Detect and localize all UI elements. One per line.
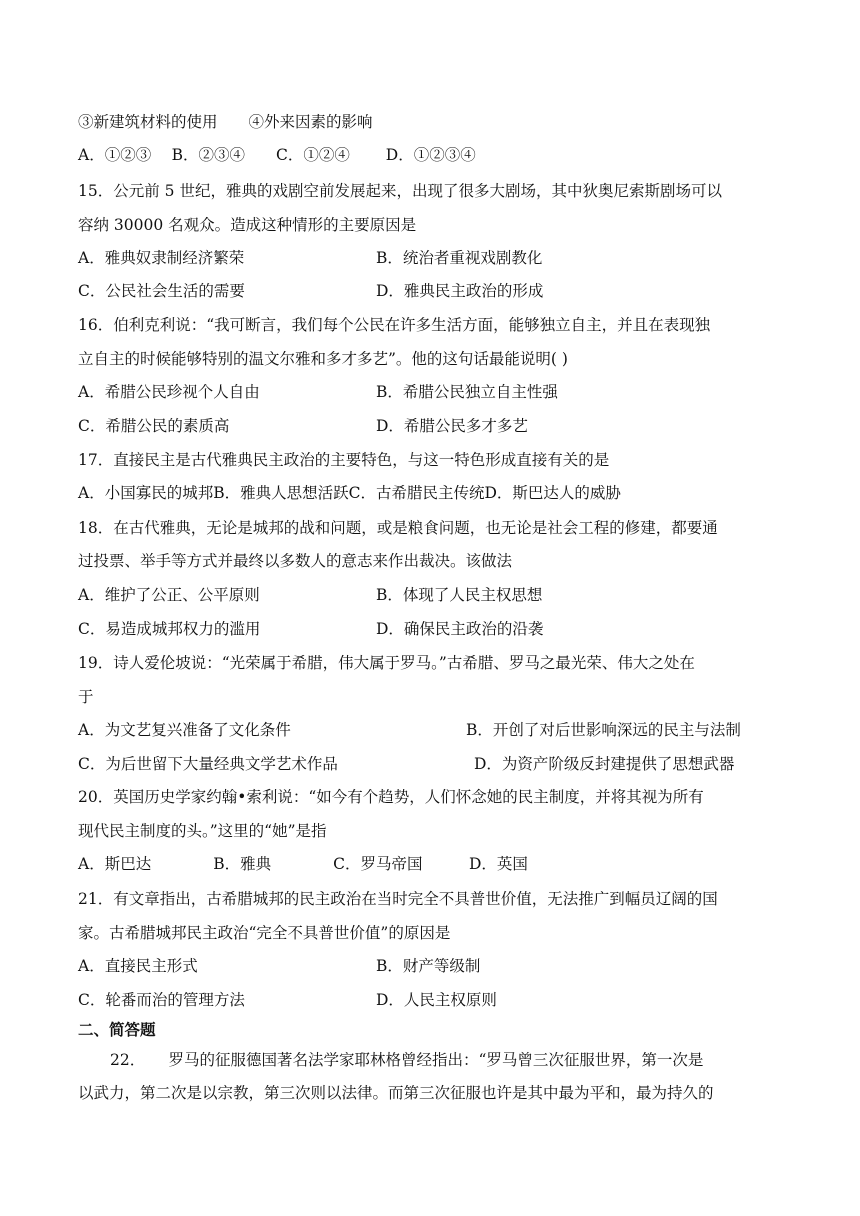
q19-option-b: B．开创了对后世影响深远的民主与法制	[466, 721, 741, 739]
q20-options-line: A．斯巴达 B．雅典 C．罗马帝国 D．英国	[78, 855, 528, 873]
q18-option-c: C．易造成城邦权力的滥用	[78, 620, 261, 638]
q16-option-d: D．希腊公民多才多艺	[376, 417, 528, 435]
q21-stem-line-2: 家。古希腊城邦民主政治“完全不具普世价值”的原因是	[78, 924, 451, 942]
q19-options-row-1	[78, 719, 788, 741]
q18-option-a: A．维护了公正、公平原则	[78, 586, 260, 604]
q22-stem-line-1: 22． 罗马的征服德国著名法学家耶林格曾经指出：“罗马曾三次征服世界，第一次是	[110, 1051, 704, 1069]
q15-option-b: B．统治者重视戏剧教化	[376, 249, 543, 267]
q15-option-c: C．公民社会生活的需要	[78, 282, 245, 300]
q15-options-row-1	[78, 247, 788, 269]
q18-options-row-1	[78, 584, 788, 606]
q21-stem-line-1: 21．有文章指出，古希腊城邦的民主政治在当时完全不具普世价值，无法推广到幅员辽阔的国	[78, 890, 718, 908]
q15-option-d: D．雅典民主政治的形成	[376, 282, 544, 300]
q20-stem-line-2: 现代民主制度的头。”这里的“她”是指	[78, 822, 327, 840]
q21-option-b: B．财产等级制	[376, 957, 481, 975]
q18-option-d: D．确保民主政治的沿袭	[376, 620, 544, 638]
q15-options-row-2	[78, 280, 788, 302]
q21-options-row-1	[78, 955, 788, 977]
q15-option-a: A．雅典奴隶制经济繁荣	[78, 249, 245, 267]
q16-option-a: A．希腊公民珍视个人自由	[78, 383, 260, 401]
q16-options-row-1	[78, 381, 788, 403]
q16-stem-line-1: 16．伯利克利说：“我可断言，我们每个公民在许多生活方面，能够独立自主，并且在表现独	[78, 316, 711, 334]
q14-statement-line: ③新建筑材料的使用 ④外来因素的影响	[78, 113, 373, 131]
q18-option-b: B．体现了人民主权思想	[376, 586, 543, 604]
q16-option-c: C．希腊公民的素质高	[78, 417, 230, 435]
q19-option-c: C．为后世留下大量经典文学艺术作品	[78, 755, 338, 773]
q20-stem-line-1: 20．英国历史学家约翰•索利说：“如今有个趋势，人们怀念她的民主制度，并将其视为所有	[78, 788, 704, 806]
q15-stem-line-1: 15．公元前 5 世纪，雅典的戏剧空前发展起来，出现了很多大剧场，其中狄奥尼索斯剧场可以	[78, 182, 722, 200]
q21-option-c: C．轮番而治的管理方法	[78, 991, 245, 1009]
q18-options-row-2	[78, 618, 788, 640]
q22-stem-line-2: 以武力，第二次是以宗教，第三次则以法律。而第三次征服也许是其中最为平和，最为持久的	[78, 1084, 714, 1102]
q16-option-b: B．希腊公民独立自主性强	[376, 383, 558, 401]
q19-option-d: D．为资产阶级反封建提供了思想武器	[474, 755, 735, 773]
q21-option-a: A．直接民主形式	[78, 957, 198, 975]
q14-options-line: A．①②③ B．②③④ C．①②④ D．①②③④	[78, 146, 476, 164]
q19-option-a: A．为文艺复兴准备了文化条件	[78, 721, 291, 739]
q15-stem-line-2: 容纳 30000 名观众。造成这种情形的主要原因是	[78, 216, 417, 234]
q19-stem-line-1: 19．诗人爱伦坡说：“光荣属于希腊，伟大属于罗马。”古希腊、罗马之最光荣、伟大之处在	[78, 654, 695, 672]
q16-stem-line-2: 立自主的时候能够特别的温文尔雅和多才多艺”。他的这句话最能说明( )	[78, 350, 568, 368]
q21-options-row-2	[78, 989, 788, 1011]
q19-options-row-2	[78, 753, 788, 775]
q17-options-line: A．小国寡民的城邦B．雅典人思想活跃C．古希腊民主传统D．斯巴达人的威胁	[78, 484, 621, 502]
q18-stem-line-2: 过投票、举手等方式并最终以多数人的意志来作出裁决。该做法	[78, 552, 513, 570]
q16-options-row-2	[78, 415, 788, 437]
q18-stem-line-1: 18．在古代雅典，无论是城邦的战和问题，或是粮食问题，也无论是社会工程的修建，都要通	[78, 519, 718, 537]
q21-option-d: D．人民主权原则	[376, 991, 497, 1009]
q17-stem-line: 17．直接民主是古代雅典民主政治的主要特色，与这一特色形成直接有关的是	[78, 451, 610, 469]
section-heading-short-answer: 二、简答题	[78, 1020, 156, 1039]
q19-stem-line-2: 于	[78, 688, 94, 706]
